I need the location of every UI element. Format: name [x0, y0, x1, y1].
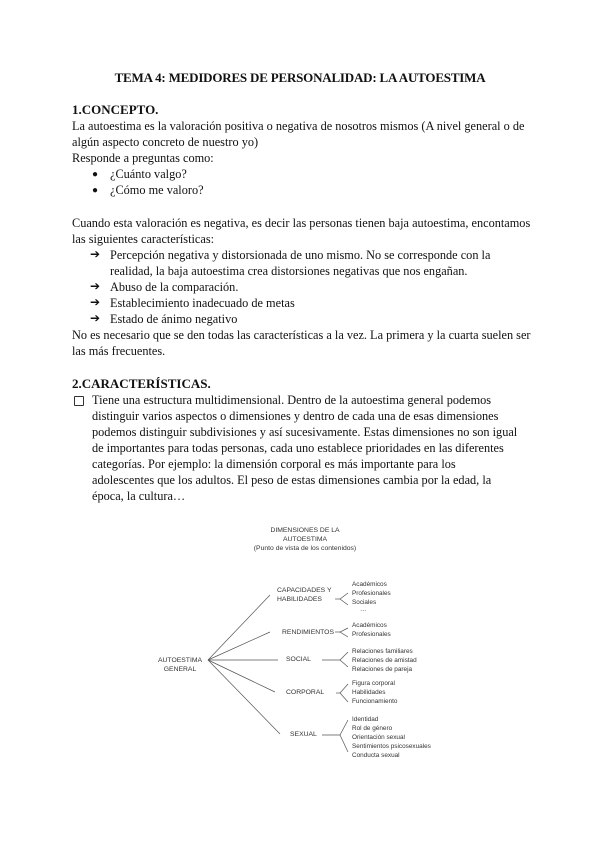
- characteristic-item: Estado de ánimo negativo: [110, 312, 238, 326]
- dimension-label: SOCIAL: [286, 656, 311, 663]
- connector-line: [208, 660, 275, 692]
- paragraph-line: época, la cultura…: [92, 489, 186, 503]
- diagram-subtitle: (Punto de vista de los contenidos): [253, 545, 357, 552]
- intro-line-2: algún aspecto concreto de nuestro yo): [72, 135, 259, 149]
- dimension-label: SEXUAL: [290, 731, 317, 738]
- connector-line: [208, 595, 270, 660]
- sub-item: Rol de género: [352, 725, 393, 732]
- arrow-right-icon: ➔: [90, 279, 101, 293]
- intro-line-1: La autoestima es la valoración positiva o negativa de nosotros mismos (A nivel general o de: [72, 119, 525, 133]
- brace-lines: [340, 720, 348, 752]
- sub-item: …: [360, 606, 367, 613]
- paragraph-line: de importantes para todas personas, cada uno establece prioridades en las diferentes: [92, 441, 504, 455]
- diagram-root-line-2: GENERAL: [163, 666, 197, 673]
- section-heading-concepto: 1.CONCEPTO.: [72, 102, 159, 117]
- paragraph-line: categorías. Por ejemplo: la dimensión corporal es más importante para los: [92, 457, 456, 471]
- sub-item: Relaciones de amistad: [352, 657, 417, 664]
- note-line-1: No es necesario que se den todas las características a la vez. La primera y la cuarta suelen ser: [72, 328, 531, 342]
- brace-lines: [340, 652, 348, 667]
- dimension-label: RENDIMIENTOS: [282, 629, 334, 636]
- brace-lines: [340, 593, 348, 605]
- sub-item: Sociales: [352, 599, 377, 606]
- sub-item: Conducta sexual: [352, 752, 400, 759]
- diagram-root-line-1: AUTOESTIMA: [157, 657, 203, 664]
- dimension-label: CAPACIDADES Y: [277, 587, 332, 594]
- paragraph-line: Tiene una estructura multidimensional. Dentro de la autoestima general podemos: [92, 393, 492, 407]
- responde-line: Responde a preguntas como:: [72, 151, 214, 165]
- arrow-right-icon: ➔: [90, 295, 101, 309]
- brace-lines: [340, 684, 348, 702]
- sub-item: Figura corporal: [352, 680, 395, 687]
- characteristic-item: Abuso de la comparación.: [110, 280, 239, 294]
- sub-item: Académicos: [352, 581, 387, 588]
- paragraph-line: distinguir varios aspectos o dimensiones y dentro de cada una de esas dimensiones: [92, 409, 499, 423]
- paragraph-line: podemos distinguir subdivisiones y así sucesivamente. Estas dimensiones no son igual: [92, 425, 518, 439]
- sub-item: Académicos: [352, 622, 387, 629]
- sub-item: Habilidades: [352, 689, 386, 696]
- sub-item: Relaciones de pareja: [352, 666, 413, 673]
- section-heading-caracteristicas: 2.CARACTERÍSTICAS.: [72, 376, 211, 391]
- bullet-icon: ●: [92, 185, 99, 196]
- sub-item: Funcionamiento: [352, 698, 398, 705]
- brace-lines: [340, 628, 348, 637]
- diagram-title-line-1: DIMENSIONES DE LA: [270, 527, 340, 534]
- question-item: ¿Cuánto valgo?: [110, 167, 187, 181]
- autoestima-diagram: [150, 520, 460, 770]
- dimension-label: CORPORAL: [286, 689, 325, 696]
- sub-item: Orientación sexual: [352, 734, 405, 741]
- connector-line: [208, 632, 270, 660]
- note-line-2: las más frecuentes.: [72, 344, 166, 358]
- connector-line: [208, 660, 280, 734]
- page-title: TEMA 4: MEDIDORES DE PERSONALIDAD: LA AUTOESTIMA: [114, 70, 486, 85]
- paragraph-line: adolescentes que los adultos. El peso de estas dimensiones cambia por la edad, la: [92, 473, 492, 487]
- checkbox-bullet-icon: [74, 396, 84, 406]
- arrow-right-icon: ➔: [90, 247, 101, 261]
- sub-item: Identidad: [352, 716, 379, 723]
- negativa-line-2: las siguientes características:: [72, 232, 215, 246]
- characteristic-item: Percepción negativa y distorsionada de uno mismo. No se corresponde con la: [110, 248, 491, 262]
- sub-item: Profesionales: [352, 590, 391, 597]
- arrow-right-icon: ➔: [90, 311, 101, 325]
- sub-item: Sentimientos psicosexuales: [352, 743, 431, 750]
- sub-item: Relaciones familiares: [352, 648, 413, 655]
- characteristic-item-continued: realidad, la baja autoestima crea distorsiones negativas que nos engañan.: [110, 264, 468, 278]
- diagram-title-line-2: AUTOESTIMA: [282, 536, 328, 543]
- dimension-label-continued: HABILIDADES: [277, 596, 322, 603]
- negativa-line-1: Cuando esta valoración es negativa, es decir las personas tienen baja autoestima, encontamos: [72, 216, 531, 230]
- characteristic-item: Establecimiento inadecuado de metas: [110, 296, 295, 310]
- question-item: ¿Cómo me valoro?: [110, 183, 204, 197]
- bullet-icon: ●: [92, 169, 99, 180]
- sub-item: Profesionales: [352, 631, 391, 638]
